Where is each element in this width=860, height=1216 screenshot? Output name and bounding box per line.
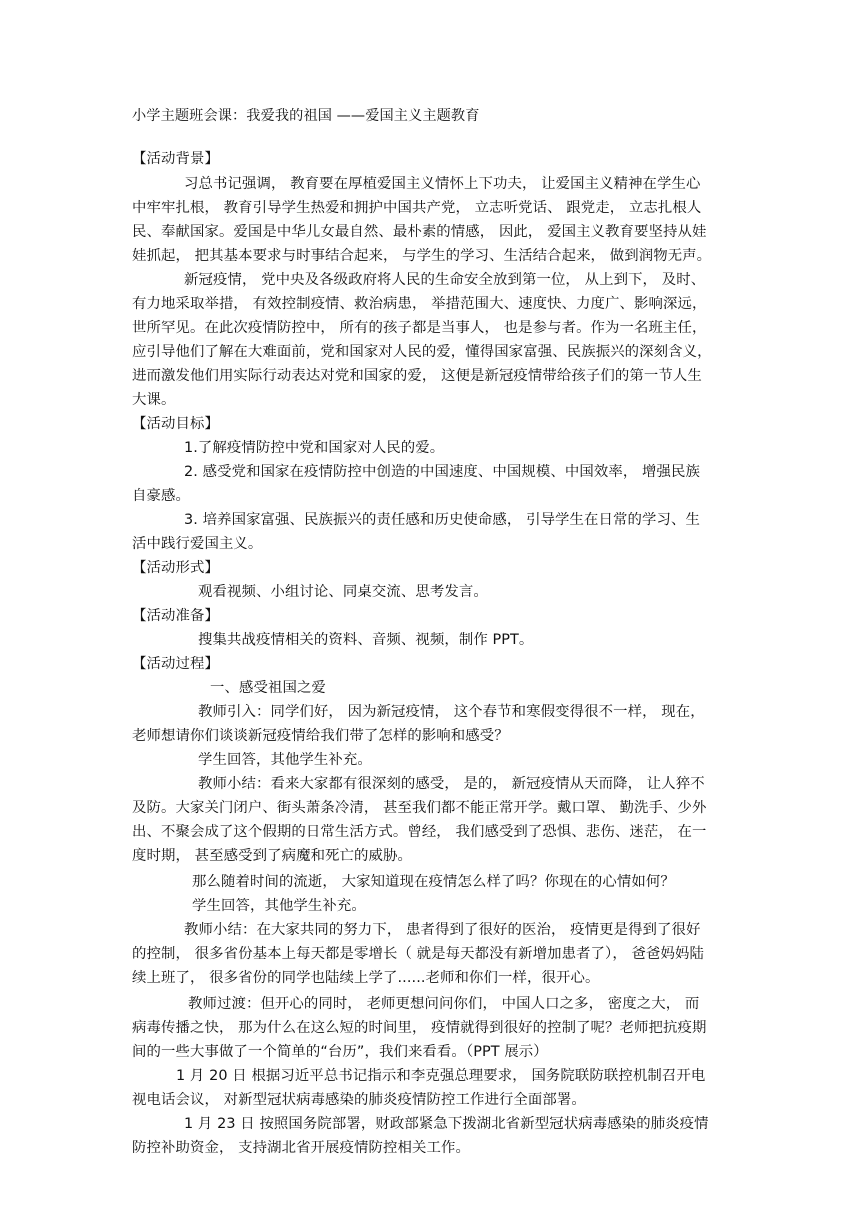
page-title: 小学主题班会课：我爱我的祖国 ——爱国主义主题教育 (132, 108, 480, 124)
paragraph-line: 的控制， 很多省份基本上每天都是零增长（ 就是每天都没有新增加患者了）， 爸爸妈妈陆 (132, 946, 704, 962)
timeline-entry: 1 月 20 日 根据习近平总书记指示和李克强总理要求， 国务院联防联控机制召开电 (176, 1068, 706, 1084)
paragraph-line: 及防。大家关门闭户、街头萧条冷清， 甚至我们都不能正常开学。戴口罩、 勤洗手、少外 (132, 800, 707, 816)
paragraph-line: 学生回答，其他学生补充。 (198, 752, 372, 768)
goal-item: 3. 培养国家富强、民族振兴的责任感和历史使命感， 引导学生在日常的学习、生 (184, 512, 700, 528)
section-heading-goals: 【活动目标】 (132, 416, 219, 432)
section-heading-background: 【活动背景】 (132, 151, 219, 167)
paragraph-line: 应引导他们了解在大难面前，党和国家对人民的爱，懂得国家富强、民族振兴的深刻含义， (132, 344, 712, 360)
goal-item: 1.了解疫情防控中党和国家对人民的爱。 (184, 440, 445, 456)
paragraph-line: 新冠疫情， 党中央及各级政府将人民的生命安全放到第一位， 从上到下， 及时、 (184, 272, 706, 288)
paragraph-line: 观看视频、小组讨论、同桌交流、思考发言。 (198, 584, 488, 600)
section-heading-format: 【活动形式】 (132, 560, 219, 576)
timeline-entry-continued: 视电话会议， 对新型冠状病毒感染的肺炎疫情防控工作进行全面部署。 (132, 1092, 586, 1108)
subsection-heading: 一、感受祖国之爱 (210, 680, 326, 696)
paragraph-line: 度时期， 甚至感受到了病魔和死亡的威胁。 (132, 848, 412, 864)
paragraph-line: 出、不聚会成了这个假期的日常生活方式。曾经， 我们感受到了恐惧、悲伤、迷茫， 在一 (132, 824, 707, 840)
paragraph-line: 教师小结：在大家共同的努力下， 患者得到了很好的医治， 疫情更是得到了很好 (184, 922, 701, 938)
timeline-entry-continued: 防控补助资金， 支持湖北省开展疫情防控相关工作。 (132, 1140, 470, 1156)
section-heading-process: 【活动过程】 (132, 656, 219, 672)
paragraph-line: 大课。 (132, 392, 176, 408)
paragraph-line: 学生回答，其他学生补充。 (192, 898, 366, 914)
paragraph-line: 中牢牢扎根， 教育引导学生热爱和拥护中国共产党， 立志听党话、 跟党走， 立志扎根人 (132, 200, 702, 216)
paragraph-line: 习总书记强调， 教育要在厚植爱国主义情怀上下功夫， 让爱国主义精神在学生心 (184, 176, 701, 192)
paragraph-line: 教师过渡：但开心的同时， 老师更想问问你们， 中国人口之多， 密度之大， 而 (188, 996, 700, 1012)
paragraph-line: 续上班了， 很多省份的同学也陆续上学了......老师和你们一样，很开心。 (132, 970, 600, 986)
goal-item-continued: 自豪感。 (132, 488, 190, 504)
paragraph-line: 间的一些大事做了一个简单的“台历”，我们来看看。（PPT 展示） (132, 1044, 548, 1060)
goal-item: 2. 感受党和国家在疫情防控中创造的中国速度、中国规模、中国效率， 增强民族 (184, 464, 700, 480)
paragraph-line: 教师小结：看来大家都有很深刻的感受， 是的， 新冠疫情从天而降， 让人猝不 (198, 776, 705, 792)
paragraph-line: 进而激发他们用实际行动表达对党和国家的爱， 这便是新冠疫情带给孩子们的第一节人生 (132, 368, 702, 384)
paragraph-line: 民、奉献国家。爱国是中华儿女最自然、最朴素的情感， 因此， 爱国主义教育要坚持从娃 (132, 224, 707, 240)
goal-item-continued: 活中践行爱国主义。 (132, 536, 263, 552)
section-heading-preparation: 【活动准备】 (132, 608, 219, 624)
timeline-entry: 1 月 23 日 按照国务院部署，财政部紧急下拨湖北省新型冠状病毒感染的肺炎疫情 (184, 1116, 709, 1132)
paragraph-line: 娃抓起， 把其基本要求与时事结合起来， 与学生的学习、生活结合起来， 做到润物无声。 (132, 248, 712, 264)
paragraph-line: 世所罕见。在此次疫情防控中， 所有的孩子都是当事人， 也是参与者。作为一名班主任， (132, 320, 707, 336)
paragraph-line: 搜集共战疫情相关的资料、音频、视频，制作 PPT。 (198, 632, 534, 648)
paragraph-line: 病毒传播之快， 那为什么在这么短的时间里， 疫情就得到很好的控制了呢？老师把抗疫期 (132, 1020, 707, 1036)
paragraph-line: 老师想请你们谈谈新冠疫情给我们带了怎样的影响和感受？ (132, 728, 509, 744)
paragraph-line: 教师引入：同学们好， 因为新冠疫情， 这个春节和寒假变得很不一样， 现在， (198, 704, 705, 720)
paragraph-line: 那么随着时间的流逝， 大家知道现在疫情怎么样了吗？你现在的心情如何？ (192, 874, 675, 890)
paragraph-line: 有力地采取举措， 有效控制疫情、救治病患， 举措范围大、速度快、力度广、影响深远， (132, 296, 707, 312)
